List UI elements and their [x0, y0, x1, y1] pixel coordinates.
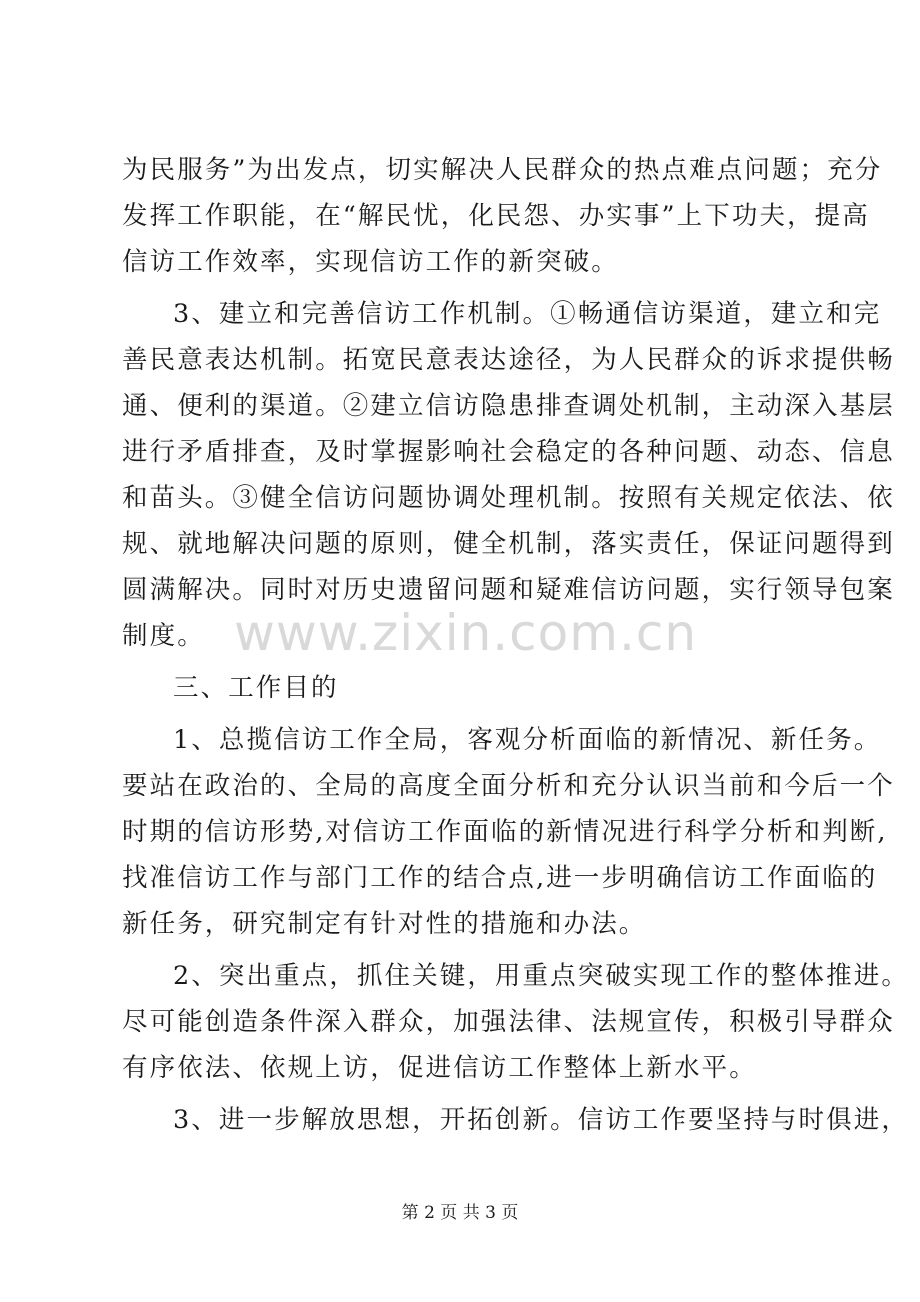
text-line: 通、便利的渠道。②建立信访隐患排查调处机制，主动深入基层	[122, 391, 895, 421]
paragraph-start-line: 1、总揽信访工作全局，客观分析面临的新情况、新任务。	[173, 725, 882, 755]
text-line: 时期的信访形势,对信访工作面临的新情况进行科学分析和判断,	[122, 817, 888, 847]
paragraph-start-line: 2、突出重点，抓住关键，用重点突破实现工作的整体推进。	[173, 961, 909, 991]
text-line: 规、就地解决问题的原则，健全机制，落实责任，保证问题得到	[122, 529, 895, 559]
text-line: 制度。	[122, 621, 205, 651]
document-body	[122, 147, 909, 1143]
text-line: 新任务，研究制定有针对性的措施和办法。	[122, 909, 647, 939]
section-heading: 三、工作目的	[173, 673, 339, 703]
text-line: 要站在政治的、全局的高度全面分析和充分认识当前和今后一个	[122, 771, 895, 801]
watermark: www.zixin.com.cn	[234, 604, 698, 662]
text-line: 善民意表达机制。拓宽民意表达途径，为人民群众的诉求提供畅	[122, 345, 895, 375]
text-line: 发挥工作职能，在“解民忧，化民怨、办实事”上下功夫，提高	[122, 201, 870, 231]
page-footer: 第 2 页 共 3 页	[401, 1203, 519, 1223]
text-line: 进行矛盾排查，及时掌握影响社会稳定的各种问题、动态、信息	[122, 437, 895, 467]
paragraph-start-line: 3、建立和完善信访工作机制。①畅通信访渠道，建立和完	[173, 299, 882, 329]
text-line: 找准信访工作与部门工作的结合点,进一步明确信访工作面临的	[122, 863, 878, 893]
text-line: 有序依法、依规上访，促进信访工作整体上新水平。	[122, 1053, 757, 1083]
text-line: 和苗头。③健全信访问题协调处理机制。按照有关规定依法、依	[122, 483, 895, 513]
text-line: 信访工作效率，实现信访工作的新突破。	[122, 247, 619, 277]
text-line: 为民服务”为出发点，切实解决人民群众的热点难点问题；充分	[122, 155, 883, 185]
text-line: 尽可能创造条件深入群众，加强法律、法规宣传，积极引导群众	[122, 1007, 895, 1037]
text-line: 圆满解决。同时对历史遗留问题和疑难信访问题，实行领导包案	[122, 575, 895, 605]
paragraph-start-line: 3、进一步解放思想，开拓创新。信访工作要坚持与时俱进，	[173, 1105, 909, 1135]
